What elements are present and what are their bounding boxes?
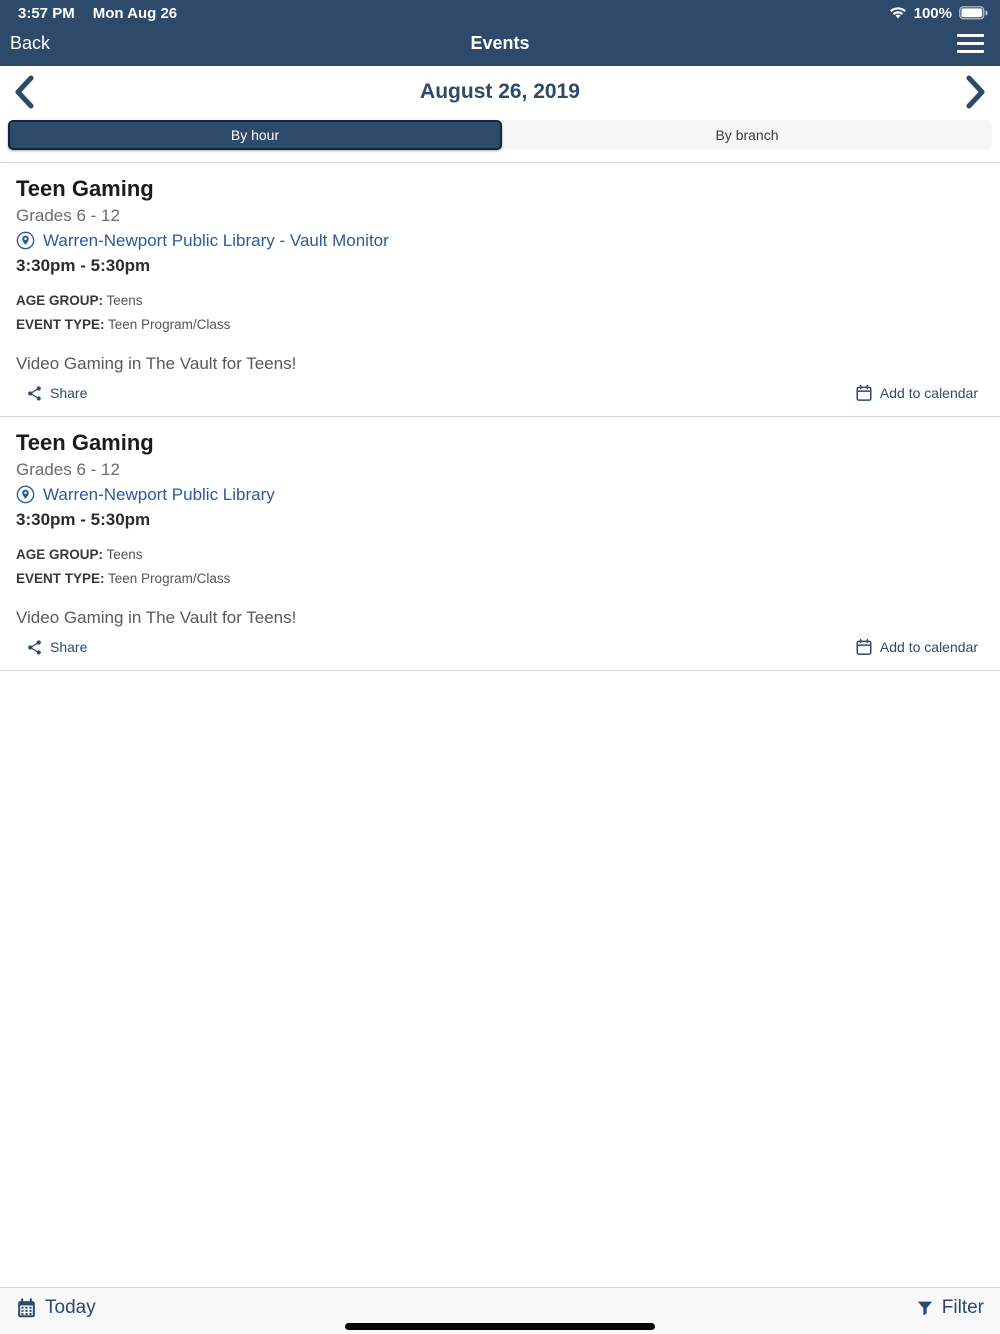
- filter-icon: [916, 1299, 934, 1317]
- current-date-label: August 26, 2019: [420, 79, 580, 103]
- age-group-value: Teens: [106, 547, 143, 562]
- event-time: 3:30pm - 5:30pm: [16, 510, 151, 529]
- event-card: [0, 163, 1000, 417]
- battery-percent: 100%: [913, 4, 952, 22]
- event-title: Teen Gaming: [16, 176, 154, 201]
- age-group-label: AGE GROUP:: [16, 293, 104, 308]
- home-indicator[interactable]: [345, 1323, 655, 1330]
- event-location-link[interactable]: [16, 228, 978, 253]
- share-label: Share: [50, 639, 88, 655]
- date-navigation: [0, 66, 1000, 117]
- share-icon: [26, 385, 43, 402]
- today-label: Today: [45, 1297, 96, 1318]
- next-day-button[interactable]: [964, 74, 988, 110]
- back-button[interactable]: Back: [10, 32, 51, 53]
- event-location-text: Warren-Newport Public Library: [43, 485, 275, 504]
- event-time: 3:30pm - 5:30pm: [16, 256, 151, 275]
- add-to-calendar-button[interactable]: [855, 384, 978, 402]
- calendar-outline-icon: [855, 384, 873, 402]
- share-label: Share: [50, 385, 88, 401]
- age-group-row: [16, 546, 978, 564]
- filter-label: Filter: [941, 1297, 984, 1318]
- share-button[interactable]: [26, 385, 87, 402]
- age-group-value: Teens: [106, 293, 143, 308]
- battery-icon: [959, 6, 988, 20]
- add-to-calendar-button[interactable]: [855, 638, 978, 656]
- wifi-icon: [889, 6, 907, 20]
- event-type-label: EVENT TYPE:: [16, 317, 105, 332]
- age-group-label: AGE GROUP:: [16, 547, 104, 562]
- status-time: 3:57 PM: [18, 4, 75, 22]
- event-title: Teen Gaming: [16, 430, 154, 455]
- event-type-row: [16, 316, 978, 334]
- filter-button[interactable]: [916, 1297, 984, 1319]
- add-to-calendar-label: Add to calendar: [879, 639, 978, 655]
- location-pin-icon: [16, 485, 35, 504]
- calendar-icon: [16, 1298, 37, 1319]
- location-pin-icon: [16, 231, 35, 250]
- share-icon: [26, 639, 43, 656]
- calendar-outline-icon: [855, 638, 873, 656]
- event-subtitle: Grades 6 - 12: [16, 206, 120, 225]
- age-group-row: [16, 292, 978, 310]
- share-button[interactable]: [26, 639, 87, 656]
- page-title: Events: [470, 32, 530, 53]
- event-type-value: Teen Program/Class: [108, 571, 231, 586]
- status-bar: [0, 0, 1000, 26]
- event-card: [0, 417, 1000, 671]
- add-to-calendar-label: Add to calendar: [879, 385, 978, 401]
- event-description: Video Gaming in The Vault for Teens!: [16, 354, 297, 373]
- today-button[interactable]: [16, 1297, 96, 1319]
- event-type-label: EVENT TYPE:: [16, 571, 105, 586]
- event-type-value: Teen Program/Class: [108, 317, 231, 332]
- view-mode-segmented-control: [8, 120, 992, 150]
- event-location-link[interactable]: [16, 482, 978, 507]
- event-location-text: Warren-Newport Public Library - Vault Monitor: [43, 231, 389, 250]
- nav-bar: [0, 26, 1000, 66]
- segment-by-hour[interactable]: By hour: [8, 120, 502, 150]
- event-description: Video Gaming in The Vault for Teens!: [16, 608, 297, 627]
- event-type-row: [16, 570, 978, 588]
- status-date: Mon Aug 26: [92, 4, 178, 22]
- previous-day-button[interactable]: [12, 74, 36, 110]
- top-chrome: [0, 0, 1000, 66]
- event-subtitle: Grades 6 - 12: [16, 460, 120, 479]
- segment-by-branch[interactable]: By branch: [715, 127, 779, 143]
